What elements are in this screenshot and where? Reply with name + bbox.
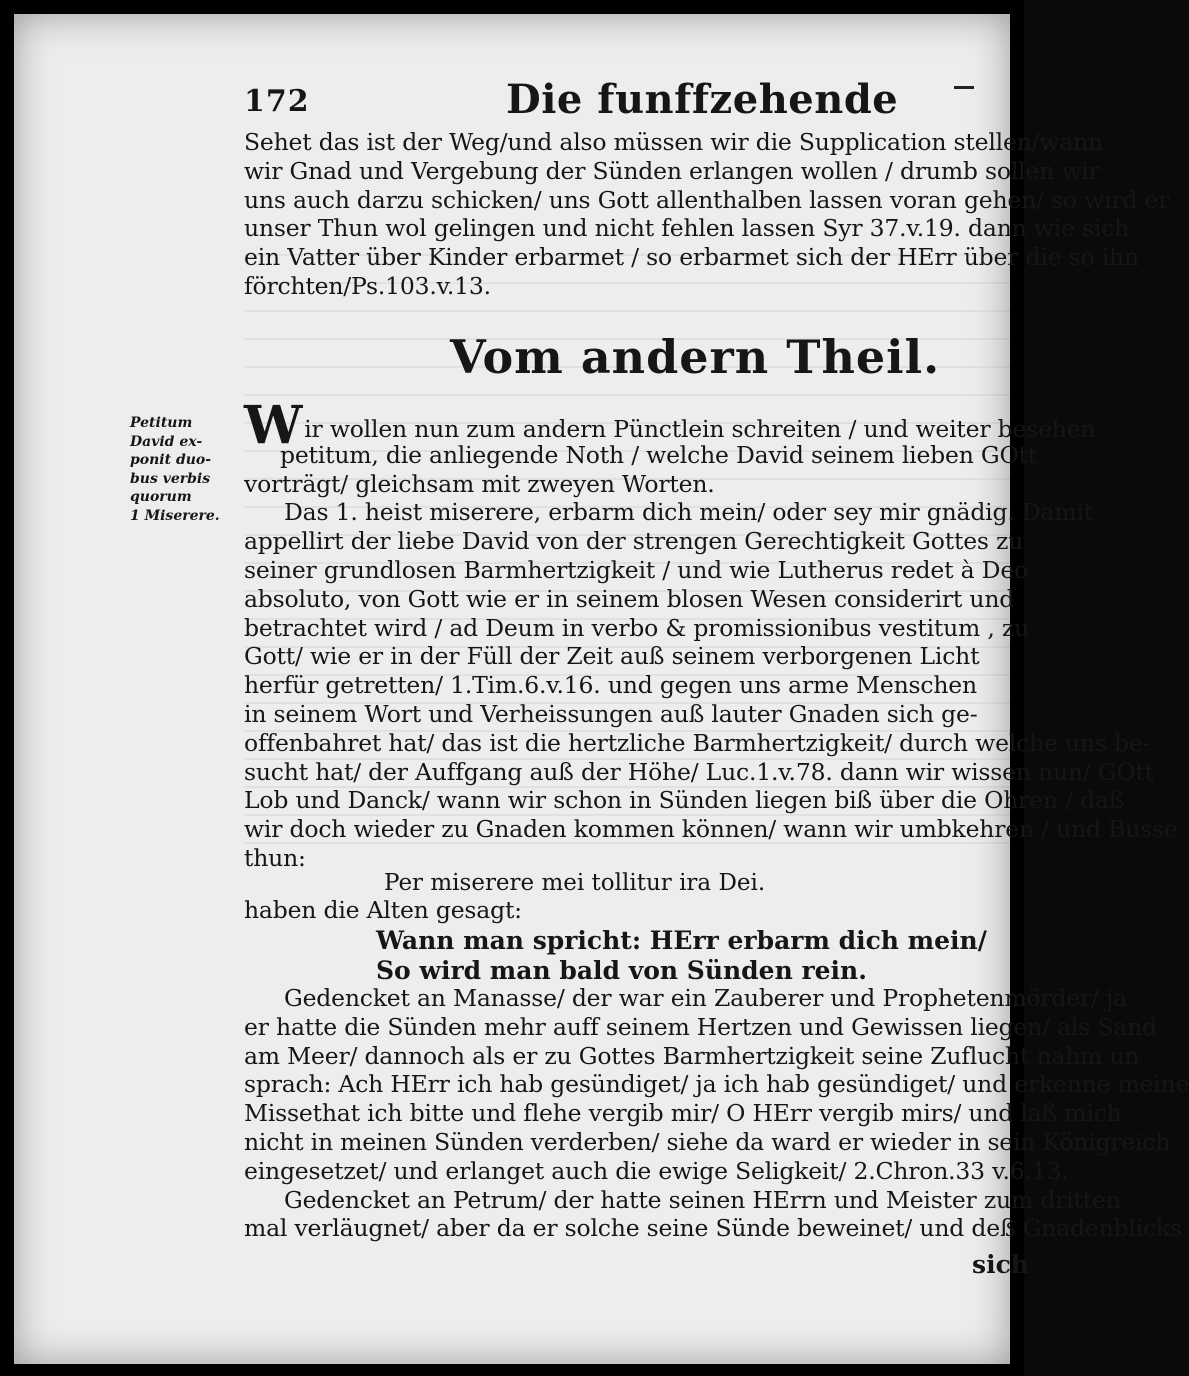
text-line: petitum, die anliegende Noth / welche David seinem lieben GOtt [280, 440, 1038, 469]
text-line: herfür getretten/ 1.Tim.6.v.16. und gegen uns arme Menschen [244, 671, 977, 700]
text-line: er hatte die Sünden mehr auff seinem Hertzen und Gewissen liegen/ als Sand [244, 1012, 1157, 1041]
margin-note [130, 414, 242, 525]
paragraph-3 [244, 896, 1014, 925]
text-line: ein Vatter über Kinder erbarmet / so erbarmet sich der HErr über die so ihn [244, 243, 1139, 272]
text-line: Missethat ich bitte und flehe vergib mir/ O HErr vergib mirs/ und laß mich [244, 1099, 1122, 1128]
page-number: 172 [244, 84, 310, 119]
verse-line: So wird man bald von Sünden rein. [376, 956, 867, 985]
text-line: Sehet das ist der Weg/und also müssen wir die Supplication stellen/wann [244, 128, 1103, 156]
text-line: absoluto, von Gott wie er in seinem blosen Wesen considerirt und [244, 584, 1015, 613]
text-line: unser Thun wol gelingen und nicht fehlen lassen Syr 37.v.19. dann wie sich [244, 214, 1130, 243]
latin-quote: Per miserere mei tollitur ira Dei. [384, 870, 766, 896]
text-line: appellirt der liebe David von der strengen Gerechtigkeit Gottes zu [244, 527, 1024, 556]
text-line: vorträgt/ gleichsam mit zweyen Worten. [244, 469, 715, 498]
text-line: wir doch wieder zu Gnaden kommen können/ wann wir umbkehren / und Busse [244, 815, 1178, 844]
text-line: förchten/Ps.103.v.13. [244, 271, 491, 300]
text-line: mal verläugnet/ aber da er solche seine Sünde beweinet/ und deß Gnadenblicks [244, 1214, 1182, 1243]
text-line: uns auch darzu schicken/ uns Gott allenthalben lassen voran gehen/ so wird er [244, 185, 1170, 214]
text-line: thun: [244, 843, 306, 872]
text-line: sprach: Ach HErr ich hab gesündiget/ ja ich hab gesündiget/ und erkenne meine [244, 1070, 1189, 1099]
text-line: seiner grundlosen Barmhertzigkeit / und wie Lutherus redet à Deo [244, 555, 1028, 584]
margin-note-line: David ex- [130, 433, 203, 450]
paragraph-4 [244, 984, 1189, 1243]
text-line: Lob und Danck/ wann wir schon in Sünden liegen biß über die Ohren / daß [244, 786, 1125, 815]
verse-line: Wann man spricht: HErr erbarm dich mein/ [376, 926, 987, 955]
catchword: sich [972, 1250, 1029, 1279]
text-line: haben die Alten gesagt: [244, 896, 522, 924]
text-line: betrachtet wird / ad Deum in verbo & promissionibus vestitum , zu [244, 613, 1030, 642]
page-header [244, 76, 1014, 126]
text-line: offenbahret hat/ das ist die hertzliche Barmhertzigkeit/ durch welche uns be- [244, 728, 1151, 757]
section-heading: Vom andern Theil. [450, 330, 941, 384]
margin-note-line: quorum [130, 489, 192, 505]
book-page [14, 14, 1189, 1364]
text-line: am Meer/ dannoch als er zu Gottes Barmhertzigkeit seine Zuflucht nahm un [244, 1041, 1140, 1070]
margin-note-line: ponit duo- [130, 452, 212, 468]
text-line: Das 1. heist miserere, erbarm dich mein/ oder sey mir gnädig. Damit [284, 498, 1093, 527]
margin-note-line: bus verbis [130, 470, 211, 487]
paragraph-1 [244, 128, 1170, 301]
text-line: Gedencket an Manasse/ der war ein Zauberer und Prophetenmörder/ ja [284, 984, 1127, 1012]
text-line: Gedencket an Petrum/ der hatte seinen HErrn und Meister zum dritten [284, 1185, 1121, 1214]
paragraph-2 [244, 395, 1178, 873]
verse [376, 926, 1016, 986]
text-line: eingesetzet/ und erlanget auch die ewige Seligkeit/ 2.Chron.33 v.6.13. [244, 1156, 1069, 1185]
corner-mark [954, 86, 974, 89]
text-line: in seinem Wort und Verheissungen auß lauter Gnaden sich ge- [244, 699, 978, 728]
margin-note-line: 1 Miserere. [130, 507, 220, 524]
text-line: sucht hat/ der Auffgang auß der Höhe/ Luc.1.v.78. dann wir wissen nun/ GOtt [244, 757, 1154, 786]
text-line-content: ir wollen nun zum andern Pünctlein schreiten / und weiter besehen [304, 415, 1096, 443]
running-title: Die funffzehende [506, 76, 899, 123]
text-line: wir Gnad und Vergebung der Sünden erlangen wollen / drumb sollen wir [244, 156, 1100, 185]
text-line: nicht in meinen Sünden verderben/ siehe da ward er wieder in sein Königreich [244, 1127, 1171, 1156]
margin-note-line: Petitum [130, 415, 193, 431]
text-line: Gott/ wie er in der Füll der Zeit auß seinem verborgenen Licht [244, 642, 980, 671]
drop-cap: W [244, 395, 303, 456]
